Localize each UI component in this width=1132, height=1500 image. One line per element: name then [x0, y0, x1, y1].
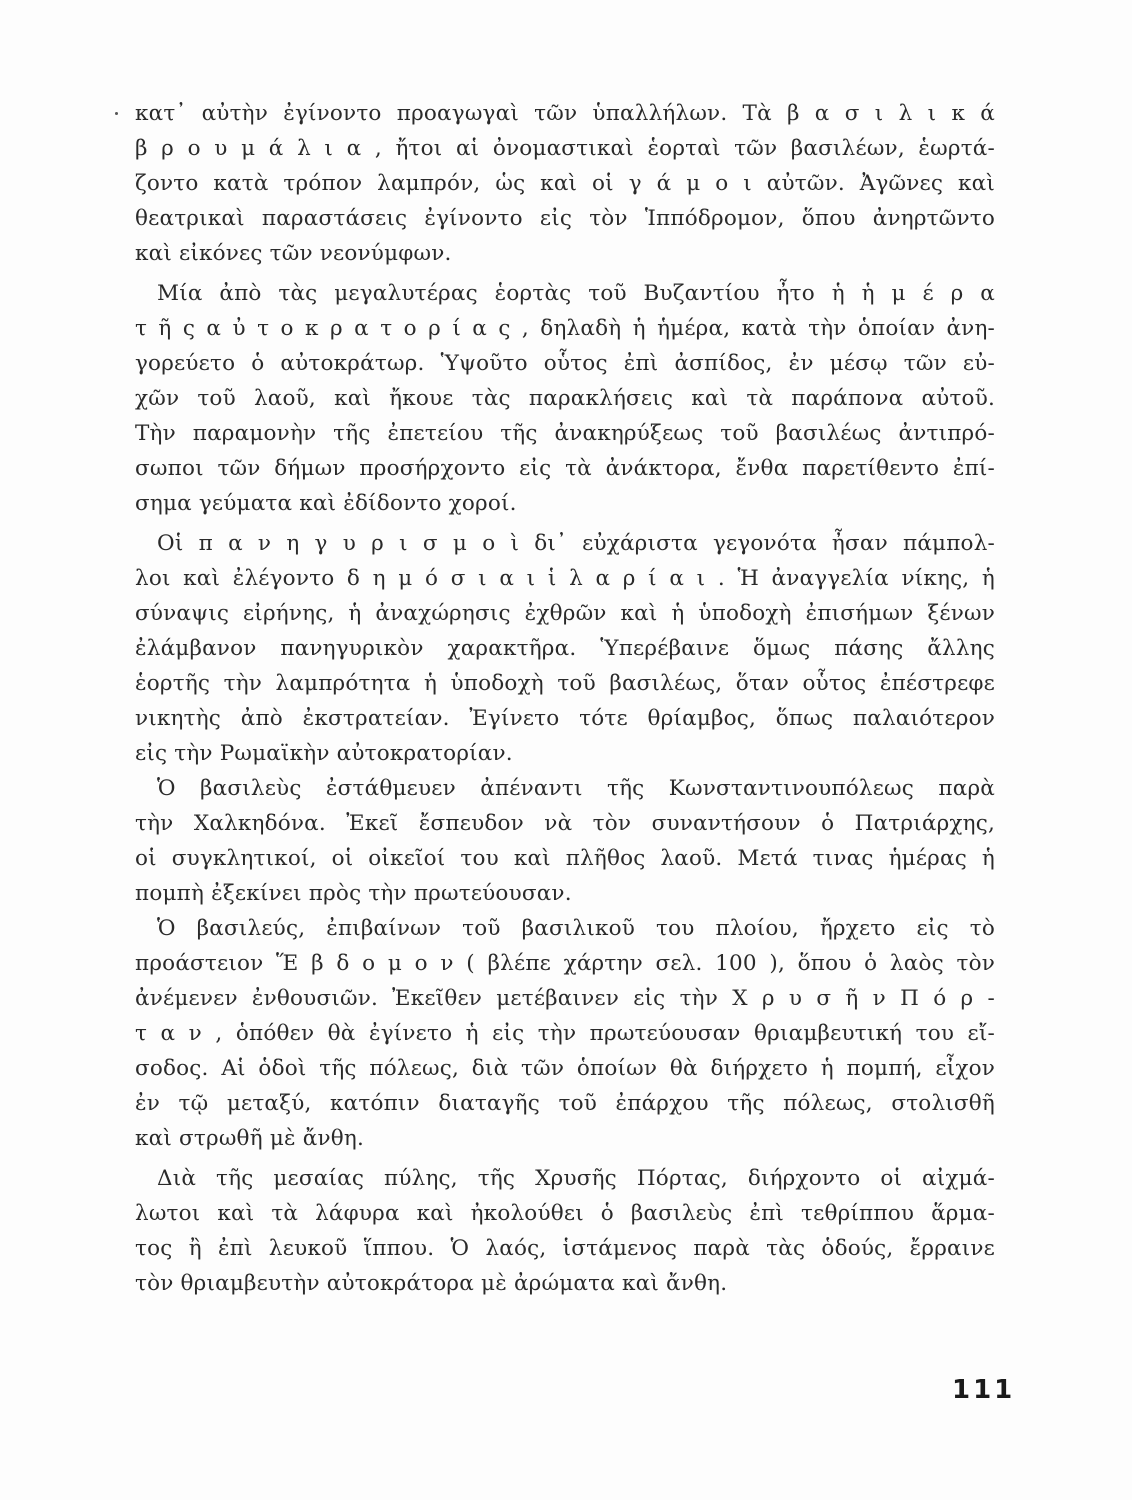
text-line: σωποι τῶν δήμων προσήρχοντο εἰς τὰ ἀνάκτορα, ἔνθα παρετίθεντο ἐπί-	[135, 456, 995, 481]
text-line: λωτοι καὶ τὰ λάφυρα καὶ ἠκολούθει ὁ βασιλεὺς ἐπὶ τεθρίππου ἅρμα-	[135, 1201, 995, 1226]
text-line: Τὴν παραμονὴν τῆς ἐπετείου τῆς ἀνακηρύξεως τοῦ βασιλέως ἀντιπρό-	[135, 421, 995, 446]
text-line: τ ῆ ς α ὐ τ ο κ ρ α τ ο ρ ί α ς , δηλαδὴ ἡ ἡμέρα, κατὰ τὴν ὁποίαν ἀνη-	[135, 316, 995, 341]
text-line: Ὁ βασιλεὺς ἐστάθμευεν ἀπέναντι τῆς Κωνσταντινουπόλεως παρὰ	[157, 776, 995, 801]
text-line: γορεύετο ὁ αὐτοκράτωρ. Ὑψοῦτο οὗτος ἐπὶ ἀσπίδος, ἐν μέσῳ τῶν εὐ-	[135, 351, 995, 376]
text-line: Οἱ π α ν η γ υ ρ ι σ μ ο ὶ δι᾽ εὐχάριστα γεγονότα ἦσαν πάμπολ-	[157, 531, 995, 556]
text-line: σημα γεύματα καὶ ἐδίδοντο χοροί.	[135, 491, 517, 516]
text-line: Μία ἀπὸ τὰς μεγαλυτέρας ἑορτὰς τοῦ Βυζαντίου ἦτο ἡ ἡ μ έ ρ α	[157, 281, 995, 306]
text-line: τὴν Χαλκηδόνα. Ἐκεῖ ἔσπευδον νὰ τὸν συναντήσουν ὁ Πατριάρχης,	[135, 811, 995, 836]
text-line: εἰς τὴν Ρωμαϊκὴν αὐτοκρατορίαν.	[135, 741, 513, 766]
text-line: καὶ στρωθῆ μὲ ἄνθη.	[135, 1126, 365, 1151]
text-line: νικητὴς ἀπὸ ἐκστρατείαν. Ἐγίνετο τότε θρίαμβος, ὅπως παλαιότερον	[135, 706, 995, 731]
page-number: 111	[952, 1375, 1016, 1405]
text-line: Ὁ βασιλεύς, ἐπιβαίνων τοῦ βασιλικοῦ του πλοίου, ἤρχετο εἰς τὸ	[157, 916, 995, 941]
text-line: τος ἢ ἐπὶ λευκοῦ ἵππου. Ὁ λαός, ἱστάμενος παρὰ τὰς ὁδούς, ἔρραινε	[135, 1236, 995, 1261]
text-line: τὸν θριαμβευτὴν αὐτοκράτορα μὲ ἀρώματα καὶ ἄνθη.	[135, 1271, 728, 1296]
text-line: τ α ν , ὁπόθεν θὰ ἐγίνετο ἡ εἰς τὴν πρωτεύουσαν θριαμβευτική του εἴ-	[135, 1021, 995, 1046]
text-line: Διὰ τῆς μεσαίας πύλης, τῆς Χρυσῆς Πόρτας, διήρχοντο οἱ αἰχμά-	[157, 1166, 995, 1191]
text-line: ἀνέμενεν ἐνθουσιῶν. Ἐκεῖθεν μετέβαινεν εἰς τὴν Χ ρ υ σ ῆ ν Π ό ρ -	[135, 986, 995, 1011]
text-line: θεατρικαὶ παραστάσεις ἐγίνοντο εἰς τὸν Ἱππόδρομον, ὅπου ἀνηρτῶντο	[135, 206, 995, 231]
text-line: ζοντο κατὰ τρόπον λαμπρόν, ὡς καὶ οἱ γ ά μ ο ι αὐτῶν. Ἀγῶνες καὶ	[135, 171, 995, 196]
text-line: σοδος. Αἱ ὁδοὶ τῆς πόλεως, διὰ τῶν ὁποίων θὰ διήρχετο ἡ πομπή, εἶχον	[135, 1056, 995, 1081]
body-text	[135, 96, 995, 1301]
text-line: κατ᾽ αὐτὴν ἐγίνοντο προαγωγαὶ τῶν ὑπαλλήλων. Τὰ β α σ ι λ ι κ ά	[135, 101, 995, 126]
text-line: β ρ ο υ μ ά λ ι α , ἤτοι αἱ ὀνομαστικαὶ ἑορταὶ τῶν βασιλέων, ἑωρτά-	[135, 136, 995, 161]
text-line: πομπὴ ἐξεκίνει πρὸς τὴν πρωτεύουσαν.	[135, 881, 572, 906]
text-line: λοι καὶ ἐλέγοντο δ η μ ό σ ι α ι ἱ λ α ρ ί α ι . Ἡ ἀναγγελία νίκης, ἡ	[135, 566, 995, 591]
text-line: καὶ εἰκόνες τῶν νεονύμφων.	[135, 241, 452, 266]
text-line: ἐλάμβανον πανηγυρικὸν χαρακτῆρα. Ὑπερέβαινε ὅμως πάσης ἄλλης	[135, 636, 995, 661]
text-line: οἱ συγκλητικοί, οἱ οἰκεῖοί του καὶ πλῆθος λαοῦ. Μετά τινας ἡμέρας ἡ	[135, 846, 995, 871]
text-line: ἑορτῆς τὴν λαμπρότητα ἡ ὑποδοχὴ τοῦ βασιλέως, ὅταν οὗτος ἐπέστρεφε	[135, 671, 995, 696]
text-line: προάστειον Ἕ β δ ο μ ο ν ( βλέπε χάρτην σελ. 100 ), ὅπου ὁ λαὸς τὸν	[135, 951, 995, 976]
text-line: ἐν τῷ μεταξύ, κατόπιν διαταγῆς τοῦ ἐπάρχου τῆς πόλεως, στολισθῆ	[135, 1091, 995, 1116]
scan-speck	[115, 112, 118, 115]
text-line: χῶν τοῦ λαοῦ, καὶ ἤκουε τὰς παρακλήσεις καὶ τὰ παράπονα αὐτοῦ.	[135, 386, 995, 411]
text-line: σύναψις εἰρήνης, ἡ ἀναχώρησις ἐχθρῶν καὶ ἡ ὑποδοχὴ ἐπισήμων ξένων	[135, 601, 995, 626]
